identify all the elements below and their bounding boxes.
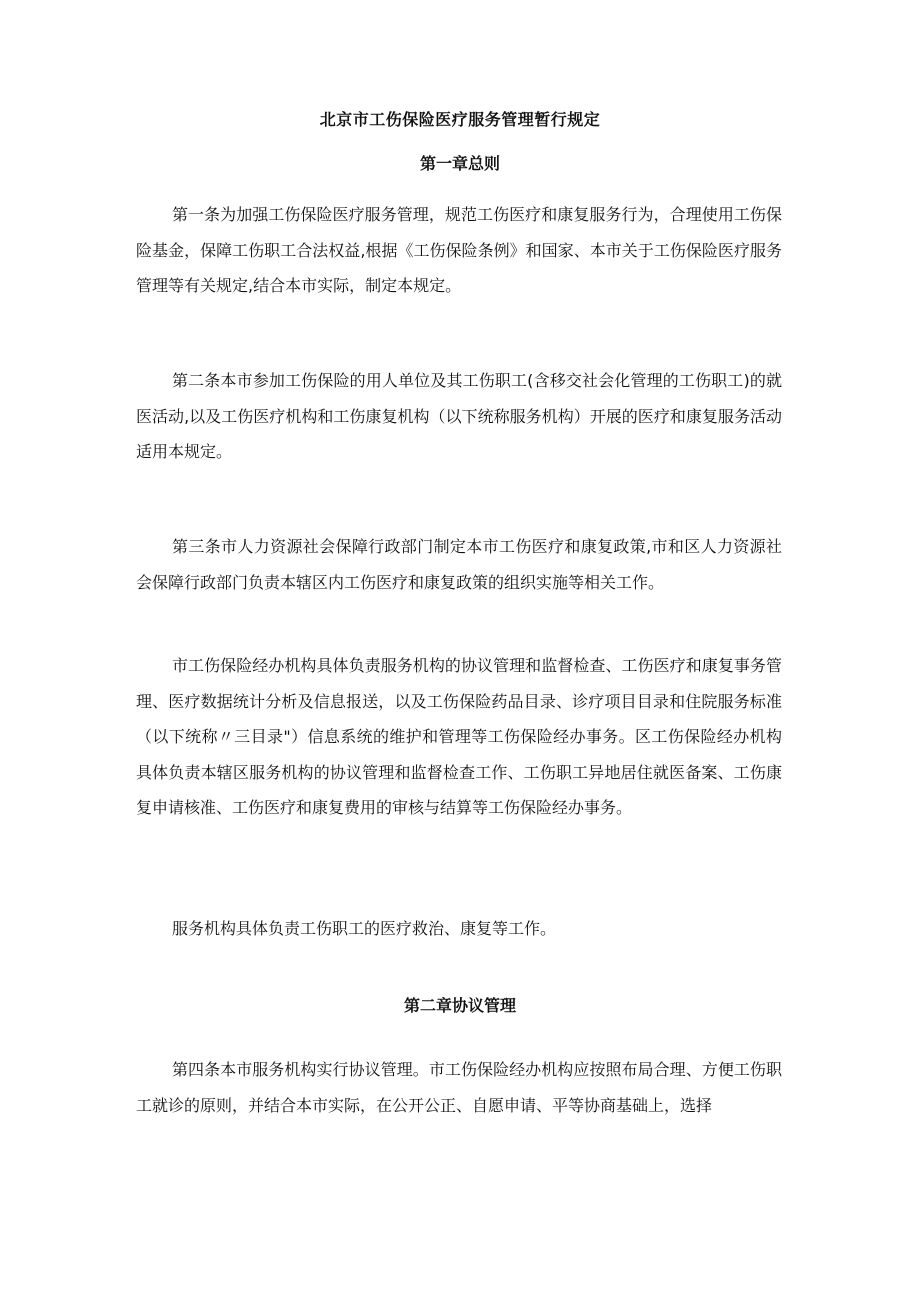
document-title: 北京市工伤保险医疗服务管理暂行规定 [319,110,601,129]
chapter-heading-1: 第一章总则 [419,154,500,173]
chapter-heading-2: 第二章协议管理 [403,996,516,1015]
article-2-paragraph: 第二条本市参加工伤保险的用人单位及其工伤职工(含移交社会化管理的工伤职工)的就医活动,以及工伤医疗机构和工伤康复机构（以下统称服务机构）开展的医疗和康复服务活动适用本规定。 [136,371,782,461]
article-4-paragraph: 第四条本市服务机构实行协议管理。市工伤保险经办机构应按照布局合理、方便工伤职工就诊的原则，并结合本市实际，在公开公正、自愿申请、平等协商基础上，选择 [136,1060,782,1115]
article-3-service-paragraph: 服务机构具体负责工伤职工的医疗救治、康复等工作。 [172,919,557,938]
article-1-paragraph: 第一条为加强工伤保险医疗服务管理，规范工伤医疗和康复服务行为，合理使用工伤保险基金，保障工伤职工合法权益,根据《工伤保险条例》和国家、本市关于工伤保险医疗服务管理等有关规定,结合本市实际，制定本规定。 [136,205,782,295]
article-3-paragraph: 第三条市人力资源社会保障行政部门制定本市工伤医疗和康复政策,市和区人力资源社会保障行政部门负责本辖区内工伤医疗和康复政策的组织实施等相关工作。 [136,537,782,592]
article-3-continuation-paragraph: 市工伤保险经办机构具体负责服务机构的协议管理和监督检查、工伤医疗和康复事务管理、医疗数据统计分析及信息报送，以及工伤保险药品目录、诊疗项目目录和住院服务标准（以下统称〃三目录"）信息系统的维护和管理等工伤保险经办事务。区工伤保险经办机构具体负责本辖区服务机构的协议管理和监督检查工作、工伤职工异地居住就医备案、工伤康复申请核准、工伤医疗和康复费用的审核与结算等工伤保险经办事务。 [136,656,782,817]
